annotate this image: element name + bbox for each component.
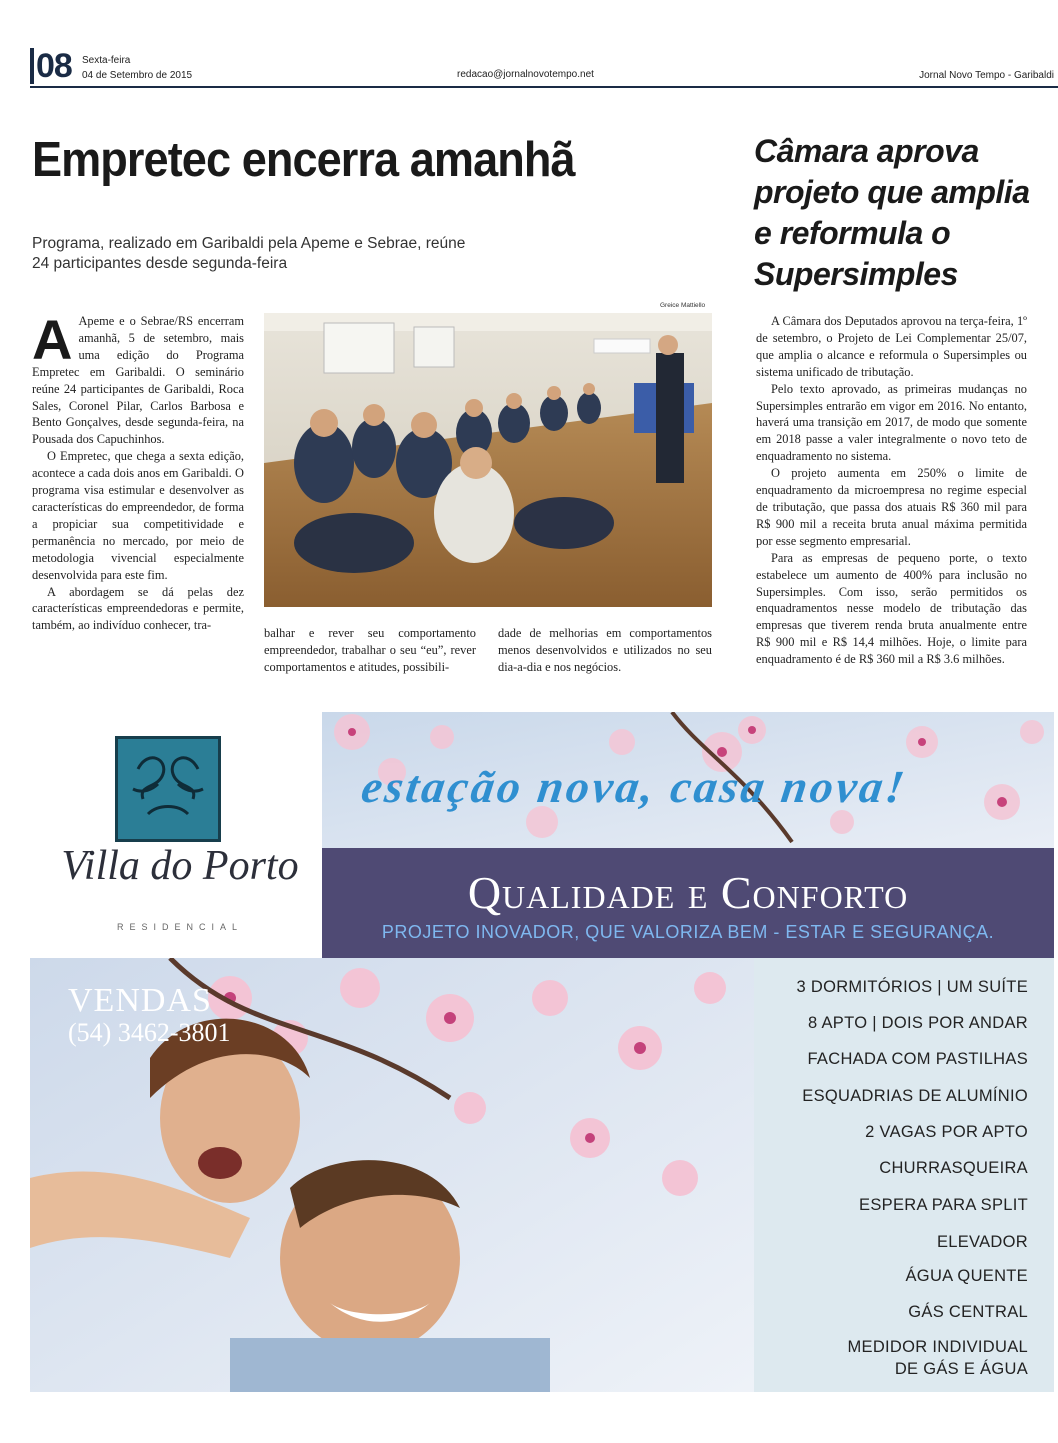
feature-item: 2 VAGAS POR APTO	[865, 1123, 1028, 1141]
article-paragraph: A abordagem se dá pelas dez características empreendedoras e permite, também, ao indivíduo conhecer, tra-	[32, 584, 244, 633]
brand-name: Villa do Porto	[61, 843, 299, 889]
feature-item: ESPERA PARA SPLIT	[859, 1196, 1028, 1214]
page-number: 08	[30, 48, 72, 84]
feature-item: FACHADA COM PASTILHAS	[807, 1050, 1028, 1068]
ad-title: Qualidade e Conforto	[467, 867, 909, 918]
side-article-headline: Câmara aprova projeto que amplia e reformula o Supersimples	[754, 133, 1030, 292]
side-article-body	[756, 313, 1027, 668]
header-rule	[30, 86, 1058, 88]
feature-item: MEDIDOR INDIVIDUAL	[847, 1338, 1028, 1356]
brand-subtitle: RESIDENCIAL	[116, 922, 244, 932]
header-weekday: Sexta-feira	[82, 55, 131, 66]
article-subhead: Programa, realizado em Garibaldi pela Apeme e Sebrae, reúne 24 participantes desde segunda-feira	[32, 235, 466, 272]
ad-subtitle: PROJETO INOVADOR, QUE VALORIZA BEM - ESTAR E SEGURANÇA.	[381, 922, 995, 942]
photo-credit: Greice Mattiello	[660, 302, 706, 309]
seminar-photo-illustration	[264, 313, 712, 607]
article-column-2	[264, 625, 476, 676]
feature-item: 8 APTO | DOIS POR ANDAR	[808, 1014, 1028, 1032]
dropcap: A	[32, 308, 73, 371]
brand-logo-icon	[115, 736, 221, 842]
feature-item: DE GÁS E ÁGUA	[894, 1360, 1028, 1378]
header-date: 04 de Setembro de 2015	[82, 70, 193, 81]
side-article-paragraph: Pelo texto aprovado, as primeiras mudanças no Supersimples entrarão em vigor em 2016. No entanto, haverá uma transição em 2017, de modo que somente em 2018 passe a valer integralmente o novo teto de enquadramento no sistema.	[756, 381, 1027, 464]
ad-slogan: estação nova, casa nova!	[358, 761, 911, 812]
brand-panel	[30, 712, 322, 958]
article-headline: Empretec encerra amanhã	[32, 133, 575, 187]
feature-item: 3 DORMITÓRIOS | UM SUÍTE	[796, 978, 1028, 996]
feature-item: ÁGUA QUENTE	[905, 1267, 1028, 1285]
real-estate-advertisement	[30, 712, 1054, 1392]
sales-phone[interactable]: (54) 3462-3801	[68, 1018, 231, 1047]
feature-item: ELEVADOR	[936, 1233, 1028, 1251]
side-article-paragraph: O projeto aumenta em 250% o limite de enquadramento da microempresa no regime especial de tributação, que passa dos atuais R$ 360 mil para R$ 900 mil a receita bruta anual máxima permitida por esse segmento empresarial.	[756, 466, 1027, 548]
article-photo	[264, 313, 712, 607]
article-column-3	[498, 625, 712, 676]
header-newspaper: Jornal Novo Tempo - Garibaldi	[919, 70, 1054, 81]
feature-item: GÁS CENTRAL	[908, 1303, 1028, 1321]
side-article-paragraph: A Câmara dos Deputados aprovou na terça-feira, 1º de setembro, o Projeto de Lei Complementar 25/07, que amplia o alcance e reformula o Supersimples ou sistema unificado de tributação.	[756, 314, 1027, 379]
article-paragraph: balhar e rever seu comportamento empreendedor, trabalhar o seu “eu”, rever comportamentos e atitudes, possibili-	[264, 626, 476, 674]
page-header	[30, 46, 1058, 86]
article-paragraph: dade de melhorias em comportamentos menos desenvolvidos e utilizados no seu dia-a-dia e nos negócios.	[498, 626, 712, 674]
header-email[interactable]: redacao@jornalnovotempo.net	[457, 69, 594, 80]
article-column-1	[32, 308, 244, 634]
feature-item: CHURRASQUEIRA	[879, 1159, 1028, 1177]
feature-item: ESQUADRIAS DE ALUMÍNIO	[802, 1087, 1028, 1105]
features-panel	[754, 958, 1054, 1392]
ad-title-band	[322, 848, 1054, 958]
side-article-paragraph: Para as empresas de pequeno porte, o texto estabelece um aumento de 400% para inclusão no Supersimples. Com isso, serão permitidos os enquadramentos nesse modelo de tributação das empresas que tiverem renda bruta anualmente entre R$ 900 mil e R$ 14,4 milhões. Hoje, o limite para enquadramento é de R$ 360 mil a R$ 3.6 milhões.	[756, 550, 1027, 667]
sales-label: VENDAS	[68, 982, 212, 1019]
article-paragraph: Apeme e o Sebrae/RS encerram amanhã, 5 de setembro, mais uma edição do Programa Empretec em Garibaldi. O seminário reúne 24 participantes de Garibaldi, Roca Sales, Coronel Pilar, Carlos Barbosa e Bento Gonçalves, desde segunda-feira, na Pousada dos Capuchinhos.	[32, 314, 244, 447]
article-paragraph: O Empretec, que chega a sexta edição, acontece a cada dois anos em Garibaldi. O programa visa estimular e desenvolver as características do empreendedor, de forma a propiciar sua competitividade e permanência no mercado, por meio de metodologia vivencial especialmente desenvolvida para este fim.	[32, 449, 244, 582]
